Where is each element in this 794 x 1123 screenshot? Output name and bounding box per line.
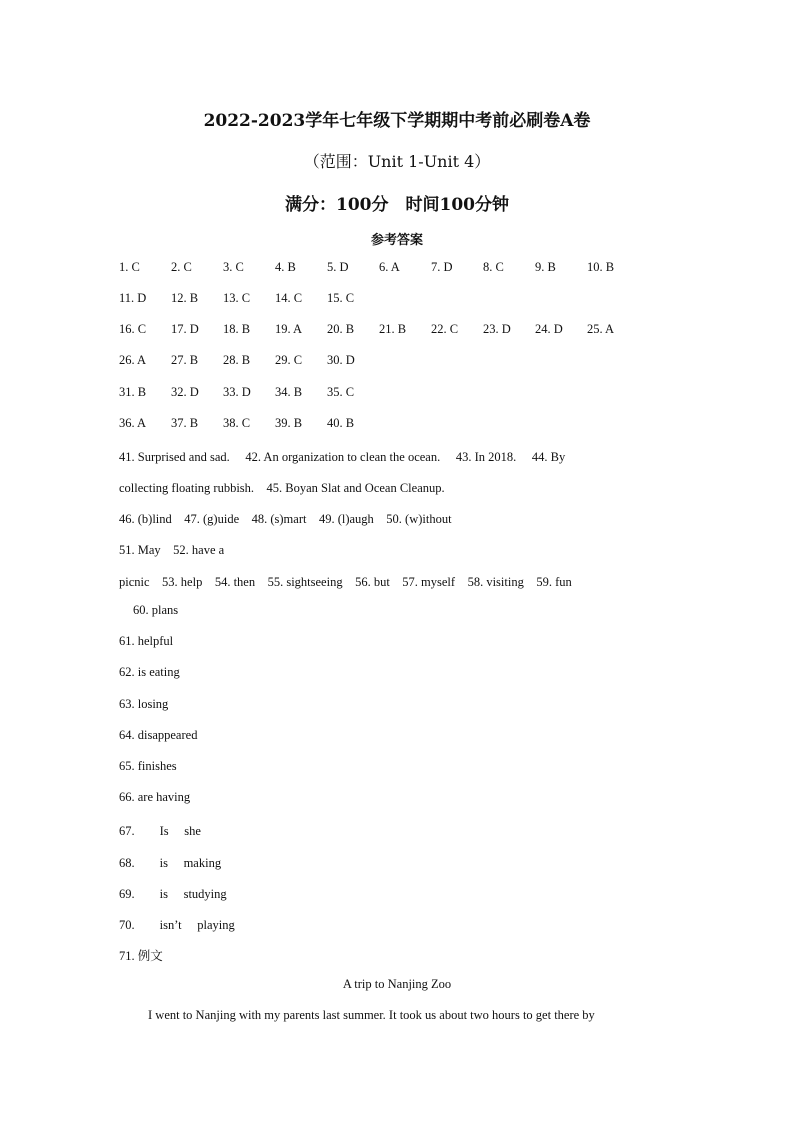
answer-line-52-cont: picnic 53. help 54. then 55. sightseeing 56. but 57. myself 58. visiting 59. fun <box>119 575 572 589</box>
choice-row <box>119 416 379 431</box>
choice-answer: 14. C <box>275 291 303 305</box>
answer-line-51: 51. May 52. have a <box>119 543 225 557</box>
choice-answer: 18. B <box>223 322 251 336</box>
choice-answer: 39. B <box>275 416 303 430</box>
choice-answer: 25. A <box>587 322 615 336</box>
essay-title: A trip to Nanjing Zoo <box>342 977 452 991</box>
answer-line-70: 70. isn’t playing <box>119 918 235 932</box>
choice-answer: 15. C <box>327 291 355 305</box>
choice-answer: 17. D <box>171 322 199 336</box>
choice-answer: 5. D <box>327 260 349 274</box>
answer-line-69: 69. is studying <box>119 887 227 901</box>
choice-answer: 34. B <box>275 385 303 399</box>
choice-answer: 13. C <box>223 291 251 305</box>
choice-answer: 36. A <box>119 416 147 430</box>
choice-answer: 29. C <box>275 353 303 367</box>
choice-answer: 2. C <box>171 260 192 274</box>
choice-row <box>119 260 639 275</box>
choice-answer: 31. B <box>119 385 147 399</box>
answer-line-64: 64. disappeared <box>119 728 198 742</box>
answer-line-41: 41. Surprised and sad. 42. An organization to clean the ocean. 43. In 2018. 44. By <box>119 450 566 464</box>
choice-answer: 35. C <box>327 385 355 399</box>
answer-line-61: 61. helpful <box>119 634 174 648</box>
choice-answer: 26. A <box>119 353 147 367</box>
choice-answer: 21. B <box>379 322 407 336</box>
choice-answer: 8. C <box>483 260 504 274</box>
choice-answer: 16. C <box>119 322 147 336</box>
answer-line-44-cont: collecting floating rubbish. 45. Boyan Slat and Ocean Cleanup. <box>119 481 445 495</box>
choice-answer: 38. C <box>223 416 251 430</box>
choice-answer: 37. B <box>171 416 199 430</box>
choice-answer: 1. C <box>119 260 140 274</box>
exam-title: 2022-2023学年七年级下学期期中考前必刷卷A卷 <box>203 111 591 131</box>
answer-line-62: 62. is eating <box>119 665 180 679</box>
choice-answer: 30. D <box>327 353 355 367</box>
essay-first-line: I went to Nanjing with my parents last summer. It took us about two hours to get there by <box>148 1008 595 1022</box>
answer-line-63: 63. losing <box>119 697 169 711</box>
choice-answer: 9. B <box>535 260 556 274</box>
choice-answer: 24. D <box>535 322 563 336</box>
choice-answer: 10. B <box>587 260 615 274</box>
answer-heading: 参考答案 <box>370 233 423 248</box>
choice-answer: 3. C <box>223 260 244 274</box>
choice-answer: 20. B <box>327 322 355 336</box>
choice-answer: 23. D <box>483 322 511 336</box>
choice-answer: 19. A <box>275 322 303 336</box>
answer-line-71: 71. 例文 <box>119 949 163 963</box>
choice-answer: 12. B <box>171 291 199 305</box>
answer-line-65: 65. finishes <box>119 759 177 773</box>
choice-answer: 22. C <box>431 322 459 336</box>
score-time: 满分：100分 时间100分钟 <box>285 195 509 215</box>
choice-row <box>119 291 379 306</box>
choice-answer: 32. D <box>171 385 199 399</box>
choice-answer: 11. D <box>119 291 147 305</box>
choice-row <box>119 353 379 368</box>
exam-range: （范围：Unit 1-Unit 4） <box>303 152 491 171</box>
choice-answer: 28. B <box>223 353 251 367</box>
choice-answer: 27. B <box>171 353 199 367</box>
choice-row <box>119 322 639 337</box>
answer-line-67: 67. Is she <box>119 824 201 838</box>
choice-answer: 40. B <box>327 416 355 430</box>
choice-answer: 33. D <box>223 385 251 399</box>
answer-line-46: 46. (b)lind 47. (g)uide 48. (s)mart 49. (l)augh 50. (w)ithout <box>119 512 452 526</box>
answer-line-60: 60. plans <box>133 603 179 617</box>
choice-row <box>119 385 379 400</box>
choice-answer: 7. D <box>431 260 453 274</box>
choice-answer: 6. A <box>379 260 400 274</box>
answer-line-68: 68. is making <box>119 856 222 870</box>
answer-line-66: 66. are having <box>119 790 191 804</box>
choice-answer: 4. B <box>275 260 296 274</box>
